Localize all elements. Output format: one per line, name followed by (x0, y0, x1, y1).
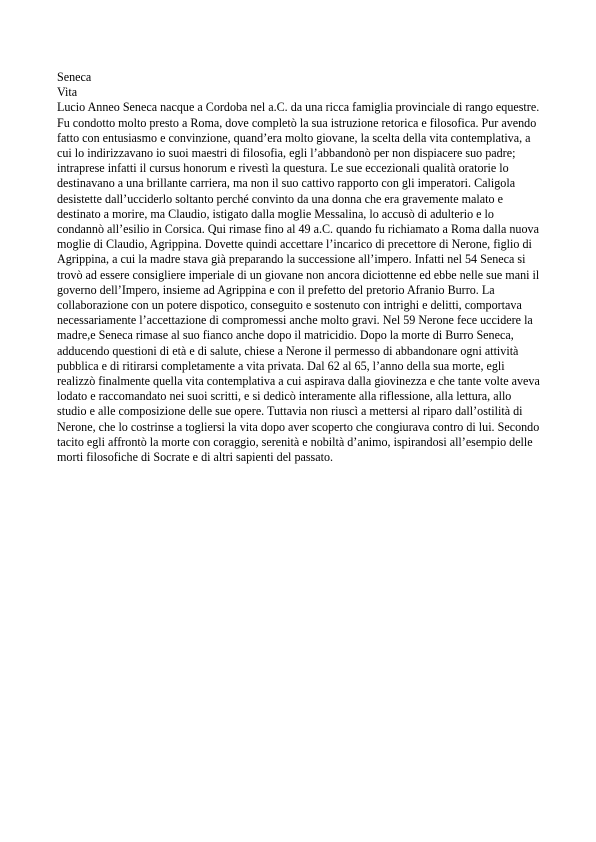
body-line: pubblica e di ritirarsi completamente a vita privata. Dal 62 al 65, l’anno della sua morte, egli (57, 358, 505, 373)
body-line: condannò all’esilio in Corsica. Qui rimase fino al 49 a.C. quando fu richiamato a Roma dalla nuova (57, 222, 539, 237)
body-line: trovò ad essere consigliere imperiale di un giovane non ancora diciottenne ed ebbe nelle sue mani il (57, 267, 540, 282)
document-subtitle: Vita (57, 85, 78, 100)
body-line: cui lo indirizzavano io suoi maestri di filosofia, egli l’abbandonò per non dispiacere suo padre; (57, 146, 516, 161)
body-line: tacito egli affrontò la morte con coraggio, serenità e nobiltà d’animo, ispirandosi all’esempio delle (57, 434, 533, 449)
body-line: realizzò finalmente quella vita contemplativa a cui aspirava dalla giovinezza e che tante volte aveva (57, 374, 540, 389)
body-line: desistette dall’ucciderlo soltanto perché convinto da una donna che era gravemente malato e (57, 191, 503, 206)
document-page (57, 70, 543, 465)
body-line: studio e alle composizione delle sue opere. Tuttavia non riuscì a mettersi al riparo dall’ostilità di (57, 404, 523, 419)
body-line: Lucio Anneo Seneca nacque a Cordoba nel a.C. da una ricca famiglia provinciale di rango equestre. (57, 100, 540, 115)
body-line: destinavano a una brillante carriera, ma non il suo cattivo rapporto con gli imperatori. Caligola (57, 176, 516, 191)
body-line: madre,e Seneca rimase al suo fianco anche dopo il matricidio. Dopo la morte di Burro Seneca, (57, 328, 514, 343)
body-line: governo dell’Impero, insieme ad Agrippina e con il prefetto del pretorio Afranio Burro. La (57, 282, 495, 297)
body-line: fatto con entusiasmo e convinzione, quand’era molto giovane, la scelta della vita contemplativa, a (57, 130, 531, 145)
body-line: adducendo questioni di età e di salute, chiese a Nerone il permesso di abbandonare ogni attività (57, 343, 519, 358)
body-line: moglie di Claudio, Agrippina. Dovette quindi accettare l’incarico di precettore di Nerone, figlio di (57, 237, 532, 252)
body-line: collaborazione con un potere dispotico, conseguito e sostenuto con intrighi e delitti, comportava (57, 298, 522, 313)
body-line: Fu condotto molto presto a Roma, dove completò la sua istruzione retorica e filosofica. Pur avendo (57, 115, 537, 130)
body-line: Nerone, che lo costrinse a togliersi la vita dopo aver scoperto che congiurava contro di lui. Secondo (57, 419, 540, 434)
body-line: lodato e raccomandato nei suoi scritti, e si dedicò interamente alla riflessione, alla lettura, allo (57, 389, 512, 404)
body-line: morti filosofiche di Socrate e di altri sapienti del passato. (57, 450, 334, 465)
body-line: Agrippina, a cui la madre stava già preparando la successione all’impero. Infatti nel 54 Seneca si (57, 252, 526, 267)
body-line: destinato a morire, ma Claudio, istigato dalla moglie Messalina, lo accusò di adulterio e lo (57, 206, 494, 221)
document-title: Seneca (57, 70, 92, 84)
body-line: necessariamente l’accettazione di compromessi anche molto gravi. Nel 59 Nerone fece uccidere la (57, 313, 533, 328)
document-body (57, 100, 543, 465)
body-line: intraprese infatti il cursus honorum e rivestì la questura. Le sue eccezionali qualità oratorie lo (57, 161, 509, 176)
